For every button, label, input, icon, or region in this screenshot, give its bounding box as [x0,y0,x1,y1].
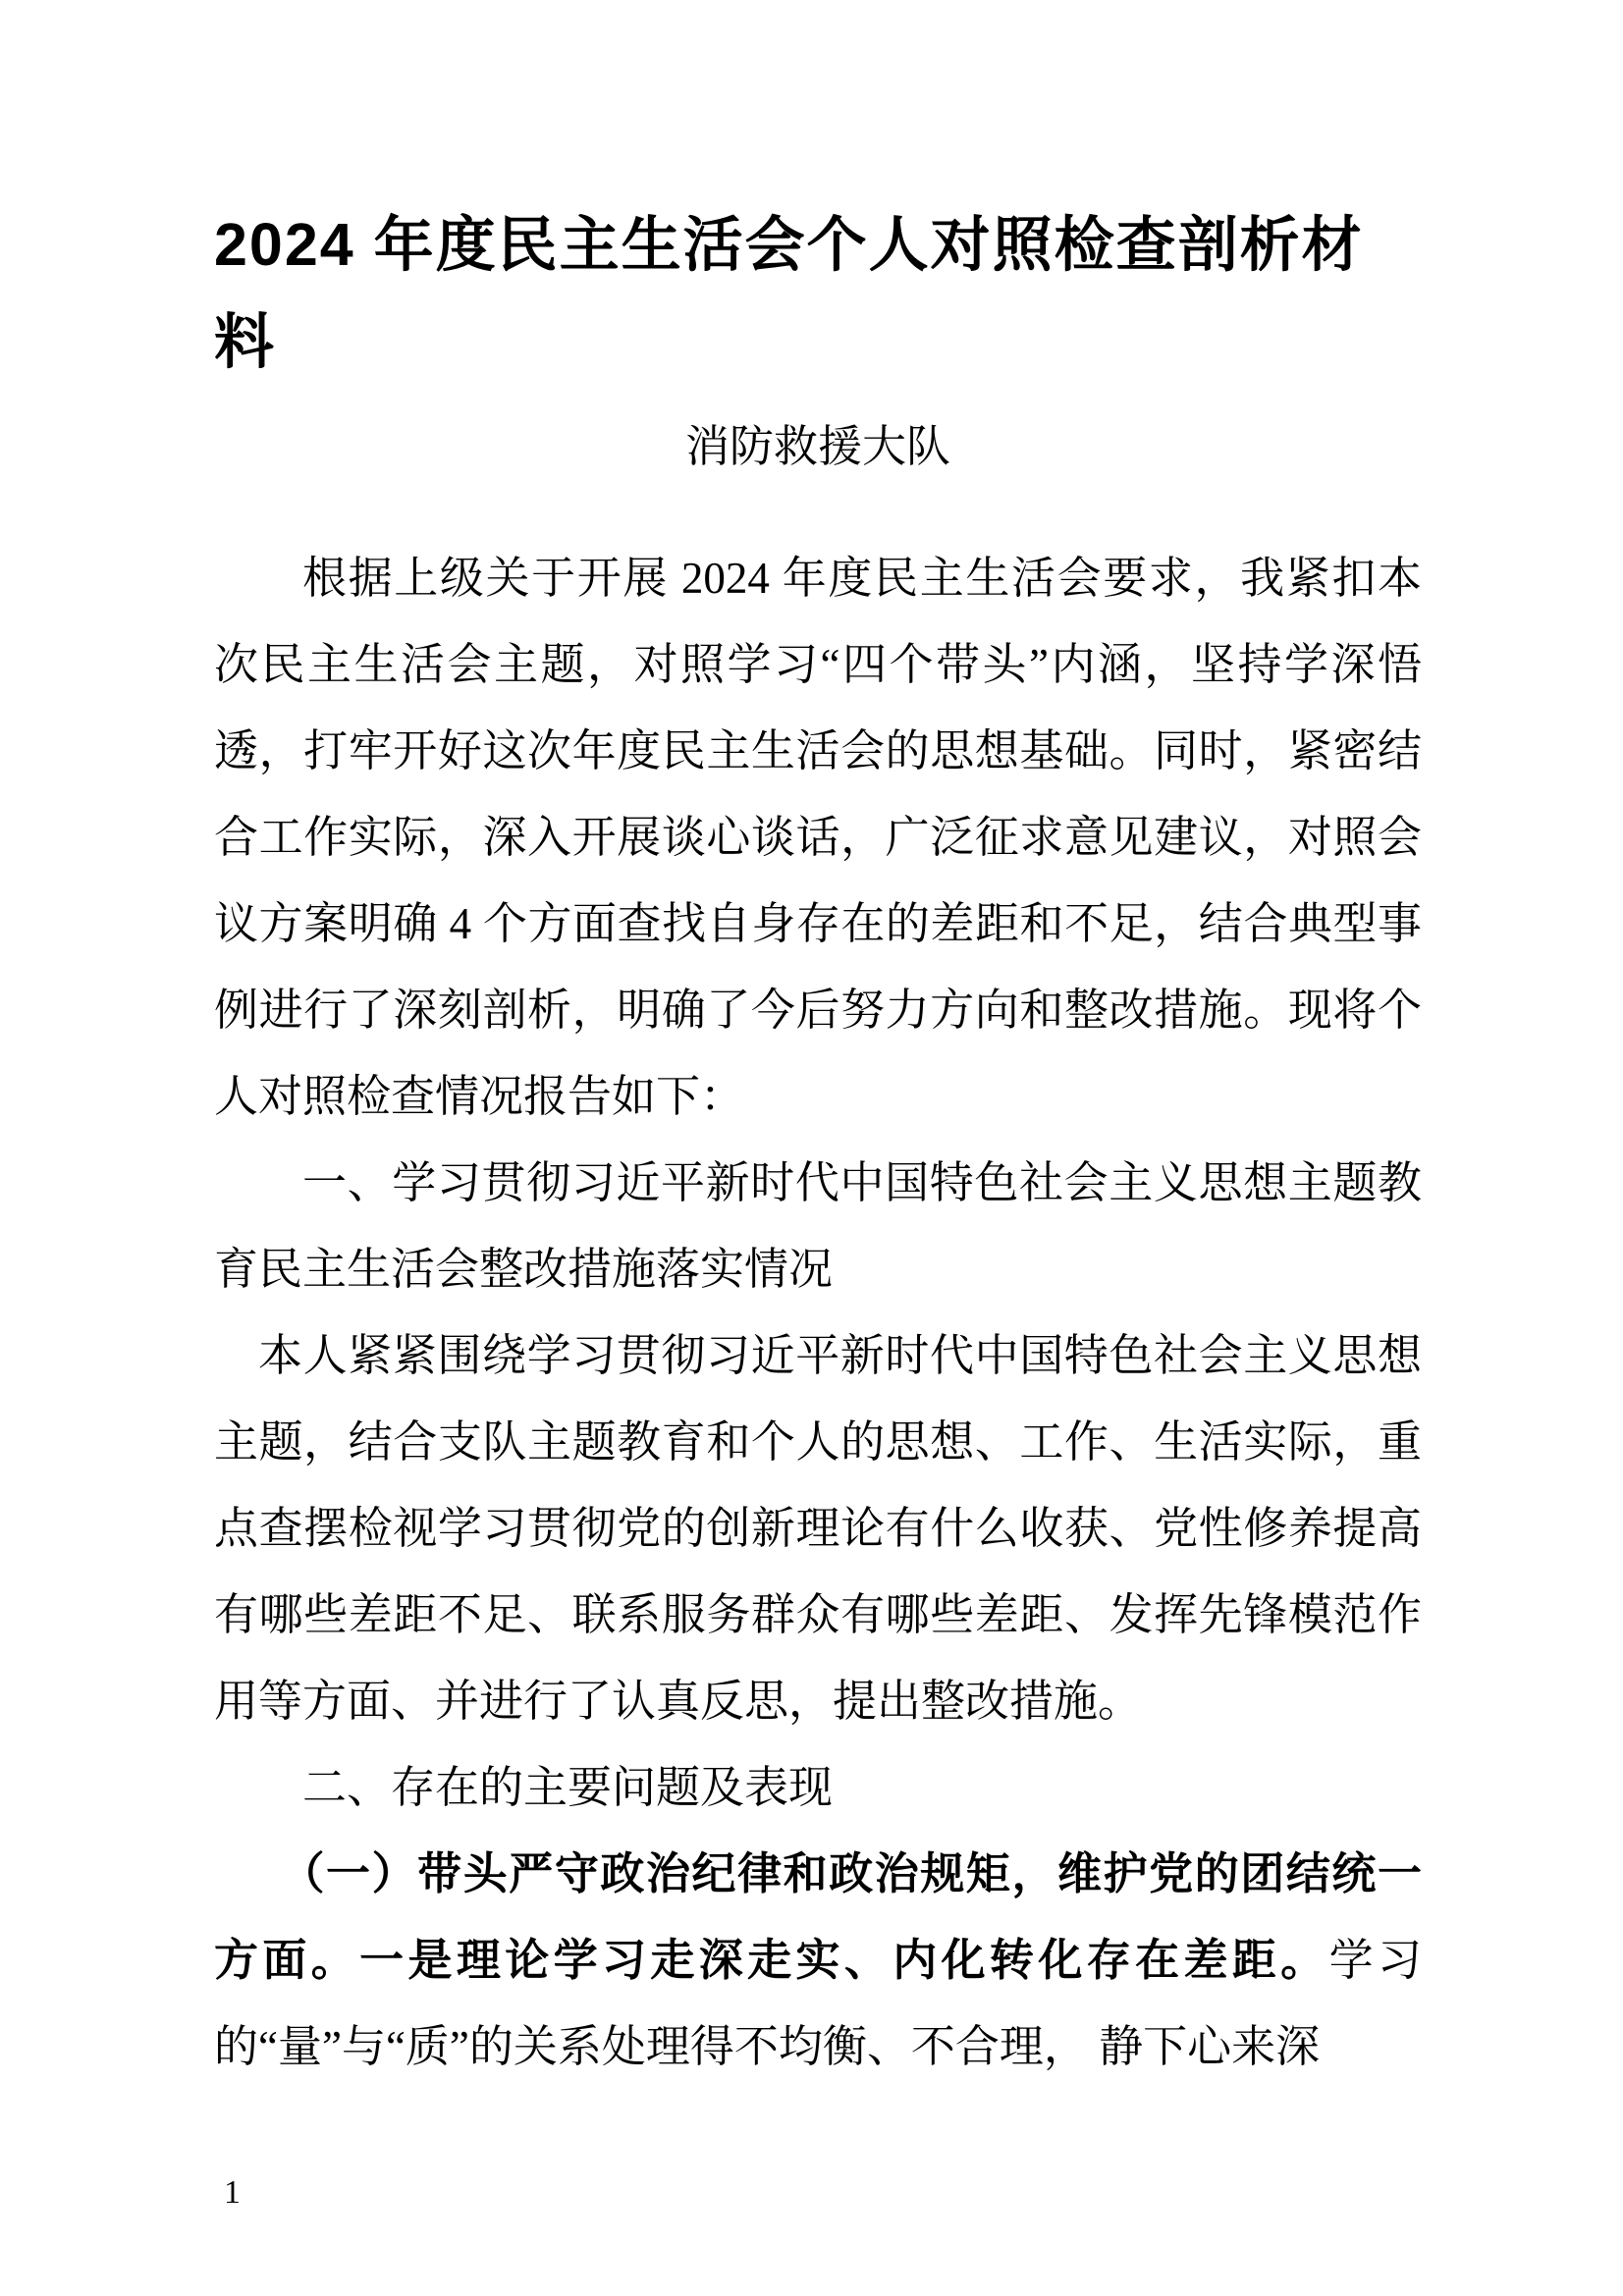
issue-1-bold-run: （一）带头严守政治纪律和政治规矩，维护党的团结统一方面。一是理论学习走深走实、内化转化存在差距。 [214,1847,1422,1985]
document-title: 2024 年度民主生活会个人对照检查剖析材料 [214,211,1364,375]
paragraph-intro: 根据上级关于开展 2024 年度民主生活会要求，我紧扣本次民主生活会主题，对照学习“四个带头”内涵，坚持学深悟透，打牢开好这次年度民主生活会的思想基础。同时，紧密结合工作实际，深入开展谈心谈话，广泛征求意见建议，对照会议方案明确 4 个方面查找自身存在的差距和不足，结合典型事例进行了深刻剖析，明确了今后努力方向和整改措施。现将个人对照检查情况报告如下： [214,553,1422,1121]
paragraph-section-1-body: 本人紧紧围绕学习贯彻习近平新时代中国特色社会主义思想主题，结合支队主题教育和个人的思想、工作、生活实际，重点查摆检视学习贯彻党的创新理论有什么收获、党性修养提高有哪些差距不足、联系服务群众有哪些差距、发挥先锋模范作用等方面、并进行了认真反思，提出整改措施。 [214,1330,1422,1726]
issue-1-normal-run: 学习的“量”与“质”的关系处理得不均衡、不合理， 静下心来深 [214,1935,1422,2071]
document-subtitle: 消防救援大队 [684,421,950,471]
paragraph-issue-1 [214,1831,1422,2090]
heading-section-1: 一、学习贯彻习近平新时代中国特色社会主义思想主题教育民主生活会整改措施落实情况 [214,1157,1422,1294]
page-number: 1 [224,2174,241,2211]
heading-section-2: 二、存在的主要问题及表现 [302,1762,834,1812]
